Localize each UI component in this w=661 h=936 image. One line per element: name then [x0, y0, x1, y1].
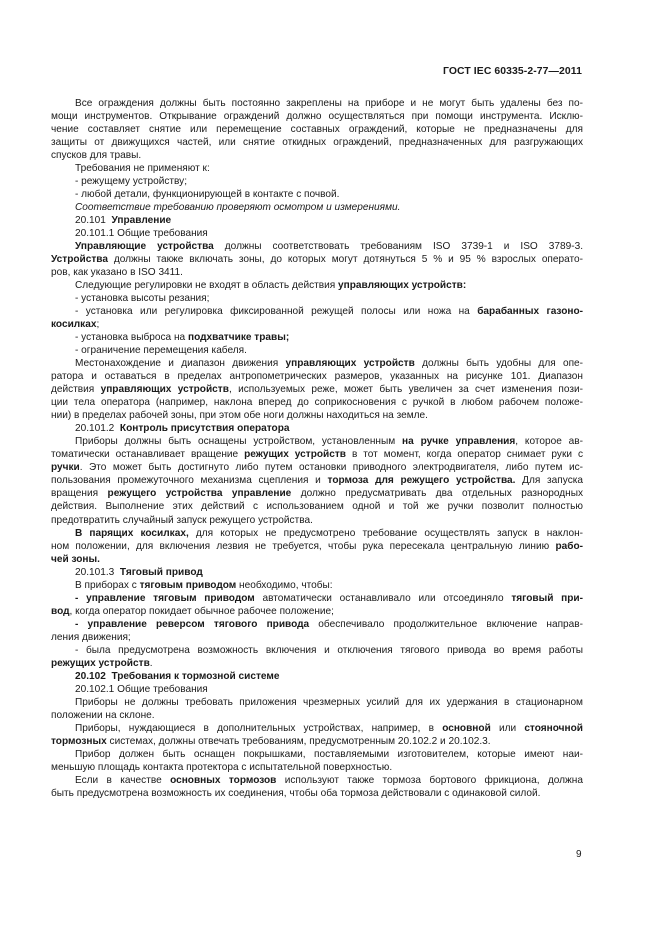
text-line: чение составляет снятие или перемещение составных ограждений, которые не предназначены для: [51, 124, 583, 136]
text-line: Местонахождение и диапазон движения управляющих устройств должны быть удобны для опе-: [75, 358, 584, 370]
subsection-heading: 20.101.1 Общие требования: [75, 228, 208, 240]
text-line: действия. Выполнение этих действий с использованием одной и той же ручки позволит полностью: [51, 501, 583, 513]
list-item: - установка выброса на подхватчике травы;: [75, 332, 290, 344]
text-line: ров, как указано в ISO 3411.: [51, 267, 183, 279]
text-line: В приборах с тяговым приводом необходимо, чтобы:: [75, 579, 333, 591]
compliance-note: Соответствие требованию проверяют осмотром и измерениями.: [75, 202, 401, 214]
text-line: нии) в пределах рабочей зоны, при этом обе ноги должны находиться на земле.: [51, 410, 428, 422]
text-line: спусков для травы.: [51, 150, 142, 162]
text-line: Прибор должен быть оснащен покрышками, поставляемыми изготовителем, которые имеют наи-: [75, 748, 583, 760]
list-item: - установка или регулировка фиксированной режущей полосы или ножа на барабанных газоно-: [75, 306, 583, 318]
text-line: меньшую площадь контакта протектора с испытательной поверхностью.: [51, 761, 393, 773]
section-heading-20-101-3: 20.101.3 Тяговый привод: [75, 566, 203, 578]
section-heading-20-101: 20.101 Управление: [75, 215, 172, 227]
text-line: защиты от движущихся частей, или снятие откидных ограждений, предназначенных для разгружающих: [51, 137, 583, 149]
text-line: томатически останавливает вращение режущих устройств в тот момент, когда оператор снимает руки с: [51, 449, 584, 461]
text-line: чей зоны.: [51, 553, 100, 565]
text-line: ном положении, для включения лезвия не требуется, чтобы рука пересекала центральную линию рабо-: [51, 540, 583, 552]
text-line: Управляющие устройства должны соответствовать требованиям ISO 3739-1 и ISO 3789-3.: [75, 241, 583, 253]
text-line: Приборы не должны требовать приложения чрезмерных усилий для их удержания в стационарном: [75, 696, 583, 708]
standard-header: ГОСТ IEC 60335-2-77—2011: [442, 66, 582, 77]
page-number: 9: [576, 849, 582, 860]
list-item: - управление тяговым приводом автоматически останавливало или отсоединяло тяговый при-: [75, 592, 583, 604]
text-line: тормозных системах, должны отвечать требованиям, предусмотренным 20.102.2 и 20.102.3.: [51, 735, 491, 747]
text-line: Требования не применяют к:: [75, 163, 210, 175]
list-item: - ограничение перемещения кабеля.: [75, 345, 247, 357]
text-line: действия управляющих устройств, используемых реже, может быть увеличен за счет изменения пози-: [51, 384, 584, 396]
text-line: В парящих косилках, для которых не предусмотрено требование осуществлять запуск в наклон-: [75, 527, 584, 539]
text-line: пользования промежуточного механизма сцепления и тормоза для режущего устройства. Для запуска: [51, 475, 583, 487]
text-line: быть предусмотрена возможность их соединения, чтобы оба тормоза действовали с одинаковой силой.: [51, 787, 541, 799]
list-item: - управление реверсом тягового привода обеспечивало продолжительное включение направ-: [75, 618, 583, 630]
text-line: Устройства должны также включать зоны, до которых могут дотянуться 5 % и 95 % взрослых операто-: [51, 254, 583, 266]
list-item: - режущему устройству;: [75, 176, 188, 188]
list-item: вод, когда оператор покидает обычное рабочее положение;: [51, 605, 334, 617]
text-line: Следующие регулировки не входят в область действия управляющих устройств:: [75, 280, 467, 292]
text-line: Приборы должны быть оснащены устройством, установленным на ручке управления, которое ав-: [75, 436, 584, 448]
section-heading-20-102: 20.102 Требования к тормозной системе: [75, 670, 280, 682]
body-text: [51, 97, 583, 800]
list-item: ления движения;: [51, 631, 131, 643]
text-line: ции тела оператора (например, наклона вперед до соприкосновения с ручкой в любом рабочем положе-: [51, 397, 583, 409]
subsection-heading: 20.102.1 Общие требования: [75, 683, 208, 695]
text-line: ручки. Это может быть достигнуто либо путем остановки приводного электродвигателя, либо путем ис-: [51, 462, 583, 474]
text-line: Все ограждения должны быть постоянно закреплены на приборе и не могут быть удалены без по-: [75, 98, 583, 109]
list-item: - была предусмотрена возможность включения и отключения тягового привода во время работы: [75, 644, 583, 656]
list-item: режущих устройств.: [51, 657, 153, 669]
list-item: - установка высоты резания;: [75, 293, 210, 305]
section-heading-20-101-2: 20.101.2 Контроль присутствия оператора: [75, 423, 290, 435]
list-item: косилках;: [51, 319, 100, 331]
text-line: ратора и оставаться в пределах антропометрических размеров, указанных на рисунке 101. Диапазон: [51, 371, 583, 383]
text-line: вращения режущего устройства управление должно предусматривать два отдельных разнородных: [51, 488, 584, 500]
text-line: положении на склоне.: [51, 709, 155, 721]
text-line: мощи инструментов. Открывание ограждений должно осуществляться при помощи инструмента. Исклю-: [51, 111, 583, 123]
text-line: предотвратить случайный запуск режущего устройства.: [51, 514, 313, 526]
list-item: - любой детали, функционирующей в контакте с почвой.: [75, 189, 340, 201]
text-line: Приборы, нуждающиеся в дополнительных устройствах, например, в основной или стояночной: [75, 722, 583, 734]
text-line: Если в качестве основных тормозов используют также тормоза бортового фрикциона, должна: [75, 774, 583, 786]
